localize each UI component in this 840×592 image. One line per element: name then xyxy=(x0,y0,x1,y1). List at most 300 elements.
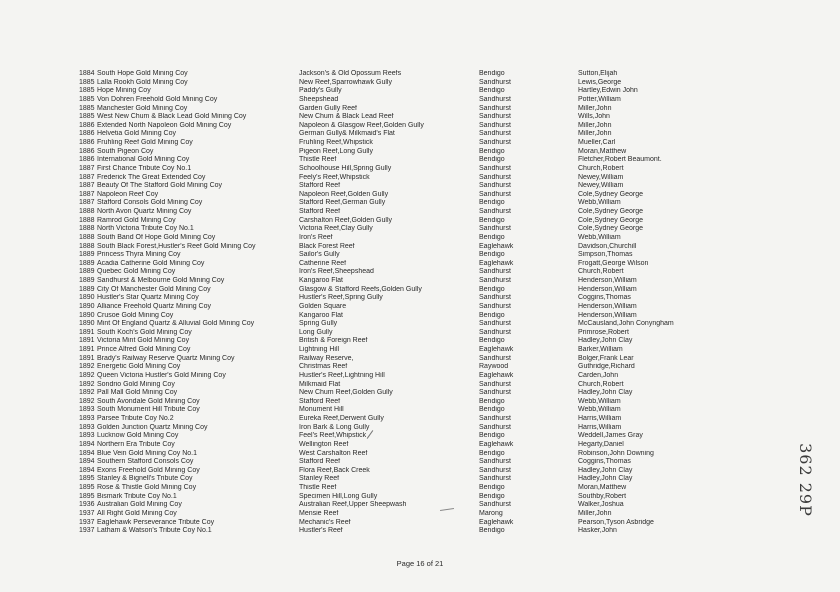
table-row xyxy=(79,527,719,536)
location-cell: Catherine Reef xyxy=(299,259,347,267)
location-cell: Kangaroo Flat xyxy=(299,311,343,319)
manager-cell: Primrose,Robert xyxy=(578,328,629,336)
year-cell: 1892 xyxy=(79,363,95,371)
year-cell: 1888 xyxy=(79,216,95,224)
company-cell: Energetic Gold Mining Coy xyxy=(97,363,181,371)
district-cell: Bendigo xyxy=(479,484,505,491)
location-cell: Feel's Reef,Whipstick xyxy=(299,432,367,440)
company-cell: Alliance Freehold Quartz Mining Coy xyxy=(97,302,211,310)
location-cell: Schoolhouse Hill,Spring Gully xyxy=(299,164,392,172)
table-row xyxy=(79,139,719,148)
manager-cell: Lewis,George xyxy=(578,78,622,86)
company-cell: Hustler's Star Quartz Mining Coy xyxy=(97,294,199,302)
location-cell: Spring Gully xyxy=(299,320,338,328)
year-cell: 1894 xyxy=(79,449,95,457)
location-cell: Glasgow & Stafford Reefs,Golden Gully xyxy=(299,285,422,293)
table-row xyxy=(79,312,719,321)
company-cell: Beauty Of The Stafford Gold Mining Coy xyxy=(97,182,223,190)
table-row xyxy=(79,432,719,441)
district-cell: Bendigo xyxy=(479,527,505,535)
year-cell: 1891 xyxy=(79,354,95,362)
table-row xyxy=(79,458,719,467)
year-cell: 1891 xyxy=(79,337,95,345)
district-cell: Bendigo xyxy=(479,449,505,457)
district-cell: Eaglehawk xyxy=(479,242,514,250)
manager-cell: Newey,William xyxy=(578,182,624,190)
company-cell: Sandhurst & Melbourne Gold Mining Coy xyxy=(97,277,225,284)
table-row xyxy=(79,450,719,459)
location-cell: Christmas Reef xyxy=(299,363,348,371)
manager-cell: Hegarty,Daniel xyxy=(578,440,624,448)
district-cell: Sandhurst xyxy=(479,380,511,388)
manager-cell: Simpson,Thomas xyxy=(578,251,633,259)
company-cell: Quebec Gold Mining Coy xyxy=(97,268,176,276)
year-cell: 1891 xyxy=(79,346,95,353)
manager-cell: Robinson,John Downing xyxy=(578,449,654,457)
table-row xyxy=(79,277,719,286)
location-cell: West Carshalton Reef xyxy=(299,449,368,457)
table-row xyxy=(79,174,719,183)
company-cell: South Koch's Gold Mining Coy xyxy=(97,328,192,336)
location-cell: British & Foreign Reef xyxy=(299,337,368,345)
table-row xyxy=(79,191,719,200)
district-cell: Bendigo xyxy=(479,87,505,95)
district-cell: Eaglehawk xyxy=(479,259,514,267)
manager-cell: Carden,John xyxy=(578,371,619,379)
year-cell: 1895 xyxy=(79,492,95,500)
location-cell: Iron Bark & Long Gully xyxy=(299,423,370,431)
year-cell: 1893 xyxy=(79,423,95,431)
location-cell: Golden Square xyxy=(299,302,347,310)
location-cell: Hustler's Reef,Lightning Hill xyxy=(299,371,385,379)
district-cell: Bendigo xyxy=(479,432,505,440)
manager-cell: Miller,John xyxy=(578,130,612,138)
district-cell: Sandhurst xyxy=(479,277,511,284)
manager-cell: Webb,William xyxy=(578,199,621,207)
manager-cell: Southby,Robert xyxy=(578,492,627,500)
table-row xyxy=(79,519,719,528)
district-cell: Sandhurst xyxy=(479,389,511,397)
year-cell: 1889 xyxy=(79,285,95,293)
year-cell: 1885 xyxy=(79,104,95,112)
year-cell: 1895 xyxy=(79,484,95,491)
manager-cell: Hadley,John Clay xyxy=(578,475,633,483)
company-cell: Golden Junction Quartz Mining Coy xyxy=(97,423,208,431)
year-cell: 1892 xyxy=(79,380,95,388)
year-cell: 1888 xyxy=(79,233,95,241)
table-row xyxy=(79,424,719,433)
table-row xyxy=(79,87,719,96)
district-cell: Sandhurst xyxy=(479,458,511,466)
year-cell: 1937 xyxy=(79,509,95,517)
company-cell: All Right Gold Mining Coy xyxy=(97,509,177,517)
district-cell: Bendigo xyxy=(479,233,505,241)
manager-cell: Henderson,William xyxy=(578,277,637,284)
year-cell: 1892 xyxy=(79,371,95,379)
manager-cell: Pearson,Tyson Asbridge xyxy=(578,518,654,526)
company-cell: Stafford Consols Gold Mining Coy xyxy=(97,199,203,207)
district-cell: Bendigo xyxy=(479,156,505,164)
location-cell: Sheepshead xyxy=(299,95,339,103)
district-cell: Sandhurst xyxy=(479,95,511,103)
year-cell: 1894 xyxy=(79,440,95,448)
table-row xyxy=(79,320,719,329)
year-cell: 1888 xyxy=(79,208,95,215)
year-cell: 1888 xyxy=(79,242,95,250)
location-cell: Pigeon Reef,Long Gully xyxy=(299,147,373,155)
company-cell: Sondrio Gold Mining Coy xyxy=(97,380,175,388)
year-cell: 1893 xyxy=(79,432,95,440)
table-row xyxy=(79,113,719,122)
year-cell: 1890 xyxy=(79,320,95,328)
manager-cell: Moran,Matthew xyxy=(578,484,627,491)
location-cell: New Chum Reef,Golden Gully xyxy=(299,389,393,397)
table-row xyxy=(79,475,719,484)
location-cell: Stafford Reef xyxy=(299,458,341,466)
table-row xyxy=(79,79,719,88)
location-cell: New Reef,Sparrowhawk Gully xyxy=(299,78,392,86)
table-row xyxy=(79,105,719,114)
district-cell: Bendigo xyxy=(479,147,505,155)
company-cell: Ramrod Gold Mining Coy xyxy=(97,216,176,224)
manager-cell: Wills,John xyxy=(578,113,610,121)
manager-cell: Cole,Sydney George xyxy=(578,216,643,224)
company-cell: Blue Vein Gold Mining Coy No.1 xyxy=(97,449,197,457)
company-cell: Eaglehawk Perseverance Tribute Coy xyxy=(97,518,215,526)
year-cell: 1887 xyxy=(79,173,95,181)
manager-cell: Henderson,William xyxy=(578,302,637,310)
table-row xyxy=(79,372,719,381)
location-cell: Stafford Reef xyxy=(299,208,341,215)
table-row xyxy=(79,165,719,174)
manager-cell: Walker,Joshua xyxy=(578,501,624,509)
location-cell: Napoleon & Glasgow Reef,Golden Gully xyxy=(299,121,424,129)
district-cell: Eaglehawk xyxy=(479,371,514,379)
district-cell: Sandhurst xyxy=(479,190,511,198)
table-row xyxy=(79,156,719,165)
company-cell: South Hope Gold Mining Coy xyxy=(97,70,188,77)
manager-cell: Hartley,Edwin John xyxy=(578,87,638,95)
company-cell: Northern Era Tribute Coy xyxy=(97,440,175,448)
location-cell: Wellington Reef xyxy=(299,440,349,448)
district-cell: Sandhurst xyxy=(479,294,511,302)
district-cell: Sandhurst xyxy=(479,182,511,190)
year-cell: 1892 xyxy=(79,389,95,397)
manager-cell: Hadley,John Clay xyxy=(578,466,633,474)
location-cell: Thistle Reef xyxy=(299,156,337,164)
location-cell: Hustler's Reef xyxy=(299,527,343,535)
manager-cell: Webb,William xyxy=(578,233,621,241)
year-cell: 1890 xyxy=(79,311,95,319)
district-cell: Sandhurst xyxy=(479,302,511,310)
table-row xyxy=(79,303,719,312)
company-cell: Pall Mall Gold Mining Coy xyxy=(97,389,178,397)
manager-cell: McCausland,John Conyngham xyxy=(578,320,674,328)
year-cell: 1890 xyxy=(79,302,95,310)
district-cell: Sandhurst xyxy=(479,320,511,328)
district-cell: Eaglehawk xyxy=(479,518,514,526)
location-cell: Sailor's Gully xyxy=(299,251,340,259)
table-row xyxy=(79,381,719,390)
company-cell: Victoria Mint Gold Mining Coy xyxy=(97,337,190,345)
district-cell: Sandhurst xyxy=(479,121,511,129)
manager-cell: Sutton,Elijah xyxy=(578,70,618,77)
manager-cell: Church,Robert xyxy=(578,268,624,276)
location-cell: Paddy's Gully xyxy=(299,87,342,95)
location-cell: Australian Reef,Upper Sheepwash xyxy=(299,501,407,509)
manager-cell: Newey,William xyxy=(578,173,624,181)
district-cell: Bendigo xyxy=(479,337,505,345)
year-cell: 1886 xyxy=(79,147,95,155)
company-cell: Lucknow Gold Mining Coy xyxy=(97,432,179,440)
district-cell: Sandhurst xyxy=(479,466,511,474)
district-cell: Eaglehawk xyxy=(479,346,514,353)
location-cell: Mensie Reef xyxy=(299,509,339,517)
district-cell: Bendigo xyxy=(479,251,505,259)
table-row xyxy=(79,148,719,157)
location-cell: Stafford Reef xyxy=(299,397,341,405)
manager-cell: Hasker,John xyxy=(578,527,617,535)
year-cell: 1885 xyxy=(79,87,95,95)
company-cell: Rose & Thistle Gold Mining Coy xyxy=(97,484,197,491)
company-cell: Fruhling Reef Gold Mining Coy xyxy=(97,139,193,146)
manager-cell: Cole,Sydney George xyxy=(578,225,643,233)
company-cell: International Gold Mining Coy xyxy=(97,156,190,164)
table-row xyxy=(79,251,719,260)
table-row xyxy=(79,398,719,407)
location-cell: Lightning Hill xyxy=(299,346,340,353)
manager-cell: Bolger,Frank Lear xyxy=(578,354,634,362)
location-cell: Iron's Reef,Sheepshead xyxy=(299,268,374,276)
district-cell: Sandhurst xyxy=(479,208,511,215)
manager-cell: Coggins,Thomas xyxy=(578,458,631,466)
year-cell: 1887 xyxy=(79,182,95,190)
location-cell: Victoria Reef,Clay Gully xyxy=(299,225,373,233)
year-cell: 1885 xyxy=(79,95,95,103)
manager-cell: Barker,William xyxy=(578,346,623,353)
year-cell: 1888 xyxy=(79,225,95,233)
company-cell: Parsee Tribute Coy No.2 xyxy=(97,415,174,422)
manager-cell: Weddell,James Gray xyxy=(578,432,643,440)
table-row xyxy=(79,329,719,338)
district-cell: Sandhurst xyxy=(479,104,511,112)
table-row xyxy=(79,234,719,243)
year-cell: 1889 xyxy=(79,251,95,259)
company-cell: South Avondale Gold Mining Coy xyxy=(97,397,200,405)
district-cell: Sandhurst xyxy=(479,130,511,138)
table-row xyxy=(79,182,719,191)
manager-cell: Miller,John xyxy=(578,104,612,112)
manager-cell: Henderson,William xyxy=(578,285,637,293)
district-cell: Bendigo xyxy=(479,70,505,77)
manager-cell: Church,Robert xyxy=(578,380,624,388)
manager-cell: Miller,John xyxy=(578,121,612,129)
district-cell: Sandhurst xyxy=(479,328,511,336)
company-cell: Crusoe Gold Mining Coy xyxy=(97,311,174,319)
district-cell: Bendigo xyxy=(479,492,505,500)
company-cell: Exons Freehold Gold Mining Coy xyxy=(97,466,200,474)
year-cell: 1889 xyxy=(79,277,95,284)
table-row xyxy=(79,70,719,79)
district-cell: Sandhurst xyxy=(479,415,511,422)
table-row xyxy=(79,260,719,269)
district-cell: Bendigo xyxy=(479,285,505,293)
manager-cell: Davidson,Churchill xyxy=(578,242,637,250)
location-cell: Garden Gully Reef xyxy=(299,104,357,112)
table-row xyxy=(79,441,719,450)
manager-cell: Henderson,William xyxy=(578,311,637,319)
manager-cell: Webb,William xyxy=(578,406,621,414)
location-cell: Eureka Reef,Derwent Gully xyxy=(299,415,384,422)
table-row xyxy=(79,493,719,502)
table-row xyxy=(79,363,719,372)
year-cell: 1885 xyxy=(79,113,95,121)
table-row xyxy=(79,199,719,208)
location-cell: Black Forest Reef xyxy=(299,242,355,250)
company-cell: North Avon Quartz Mining Coy xyxy=(97,208,192,215)
district-cell: Raywood xyxy=(479,363,509,371)
company-cell: Frederick The Great Extended Coy xyxy=(97,173,206,181)
year-cell: 1884 xyxy=(79,70,95,77)
location-cell: Iron's Reef xyxy=(299,233,333,241)
table-row xyxy=(79,510,719,519)
location-cell: Thistle Reef xyxy=(299,484,337,491)
district-cell: Sandhurst xyxy=(479,423,511,431)
manager-cell: Potter,William xyxy=(578,95,621,103)
table-row xyxy=(79,122,719,131)
district-cell: Bendigo xyxy=(479,216,505,224)
manager-cell: Hadley,John Clay xyxy=(578,389,633,397)
location-cell: German Gully& Milkmaid's Flat xyxy=(299,130,395,138)
year-cell: 1893 xyxy=(79,415,95,422)
location-cell: New Chum & Black Lead Reef xyxy=(299,113,394,121)
company-cell: Napoleon Reef Coy xyxy=(97,190,159,198)
district-cell: Sandhurst xyxy=(479,139,511,146)
location-cell: Railway Reserve, xyxy=(299,354,354,362)
location-cell: Milkmaid Flat xyxy=(299,380,341,388)
year-cell: 1886 xyxy=(79,156,95,164)
district-cell: Bendigo xyxy=(479,397,505,405)
year-cell: 1886 xyxy=(79,130,95,138)
company-cell: South Black Forest,Hustler's Reef Gold Mining Coy xyxy=(97,242,256,250)
manager-cell: Hadley,John Clay xyxy=(578,337,633,345)
manager-cell: Mueller,Carl xyxy=(578,139,616,146)
location-cell: Stafford Reef,German Gully xyxy=(299,199,386,207)
year-cell: 1890 xyxy=(79,294,95,302)
district-cell: Sandhurst xyxy=(479,164,511,172)
location-cell: Jackson's & Old Opossum Reefs xyxy=(299,70,402,77)
district-cell: Sandhurst xyxy=(479,173,511,181)
location-cell: Fruhling Reef,Whipstick xyxy=(299,139,373,146)
year-cell: 1887 xyxy=(79,199,95,207)
table-row xyxy=(79,389,719,398)
table-row xyxy=(79,208,719,217)
year-cell: 1936 xyxy=(79,501,95,509)
table-row xyxy=(79,286,719,295)
table-row xyxy=(79,501,719,510)
company-cell: Queen Victoria Hustler's Gold Mining Coy xyxy=(97,371,226,379)
company-cell: Latham & Watson's Tribute Coy No.1 xyxy=(97,527,212,535)
year-cell: 1885 xyxy=(79,78,95,86)
year-cell: 1889 xyxy=(79,268,95,276)
table-row xyxy=(79,355,719,364)
district-cell: Sandhurst xyxy=(479,475,511,483)
year-cell: 1937 xyxy=(79,518,95,526)
year-cell: 1892 xyxy=(79,397,95,405)
company-cell: Australian Gold Mining Coy xyxy=(97,501,182,509)
district-cell: Sandhurst xyxy=(479,501,511,509)
company-cell: Hope Mining Coy xyxy=(97,87,151,95)
district-cell: Bendigo xyxy=(479,311,505,319)
district-cell: Marong xyxy=(479,509,503,517)
company-cell: South Pigeon Coy xyxy=(97,147,154,155)
year-cell: 1891 xyxy=(79,328,95,336)
year-cell: 1887 xyxy=(79,190,95,198)
table-row xyxy=(79,467,719,476)
district-cell: Eaglehawk xyxy=(479,440,514,448)
year-cell: 1894 xyxy=(79,466,95,474)
company-cell: Southern Stafford Consols Coy xyxy=(97,458,194,466)
location-cell: Hustler's Reef,Spring Gully xyxy=(299,294,383,302)
manager-cell: Harris,William xyxy=(578,423,622,431)
table-row xyxy=(79,96,719,105)
company-cell: Von Dohren Freehold Gold Mining Coy xyxy=(97,95,218,103)
company-cell: South Band Of Hope Gold Mining Coy xyxy=(97,233,216,241)
manager-cell: Cole,Sydney George xyxy=(578,208,643,215)
location-cell: Monument Hill xyxy=(299,406,344,414)
company-cell: North Victoria Tribute Coy No.1 xyxy=(97,225,194,233)
manager-cell: Harris,William xyxy=(578,415,622,422)
year-cell: 1895 xyxy=(79,475,95,483)
company-cell: Princess Thyra Mining Coy xyxy=(97,251,181,259)
district-cell: Bendigo xyxy=(479,406,505,414)
company-register-table xyxy=(79,70,719,536)
table-row xyxy=(79,406,719,415)
company-cell: Acadia Catherine Gold Mining Coy xyxy=(97,259,205,267)
table-row xyxy=(79,217,719,226)
company-cell: Manchester Gold Mining Coy xyxy=(97,104,188,112)
company-cell: Brady's Railway Reserve Quartz Mining Coy xyxy=(97,354,235,362)
table-row xyxy=(79,294,719,303)
company-cell: South Monument Hill Tribute Coy xyxy=(97,406,200,414)
district-cell: Sandhurst xyxy=(479,78,511,86)
location-cell: Kangaroo Flat xyxy=(299,277,343,284)
district-cell: Sandhurst xyxy=(479,113,511,121)
table-row xyxy=(79,484,719,493)
year-cell: 1886 xyxy=(79,139,95,146)
manager-cell: Miller,John xyxy=(578,509,612,517)
year-cell: 1937 xyxy=(79,527,95,535)
manager-cell: Guthridge,Richard xyxy=(578,363,635,371)
company-cell: Extended North Napoleon Gold Mining Coy xyxy=(97,121,232,129)
year-cell: 1886 xyxy=(79,121,95,129)
location-cell: Carshalton Reef,Golden Gully xyxy=(299,216,392,224)
table-row xyxy=(79,225,719,234)
location-cell: Stafford Reef xyxy=(299,182,341,190)
handwritten-annotation: 362 29P xyxy=(796,443,815,517)
company-cell: Stanley & Bignell's Tribute Coy xyxy=(97,475,193,483)
table-row xyxy=(79,130,719,139)
manager-cell: Cole,Sydney George xyxy=(578,190,643,198)
table-row xyxy=(79,346,719,355)
district-cell: Sandhurst xyxy=(479,268,511,276)
company-cell: Lalla Rookh Gold Mining Coy xyxy=(97,78,188,86)
company-cell: Prince Alfred Gold Mining Coy xyxy=(97,346,191,353)
location-cell: Mechanic's Reef xyxy=(299,518,351,526)
location-cell: Feely's Reef,Whipstick xyxy=(299,173,370,181)
location-cell: Long Gully xyxy=(299,328,333,336)
company-cell: West New Chum & Black Lead Gold Mining Coy xyxy=(97,113,247,121)
